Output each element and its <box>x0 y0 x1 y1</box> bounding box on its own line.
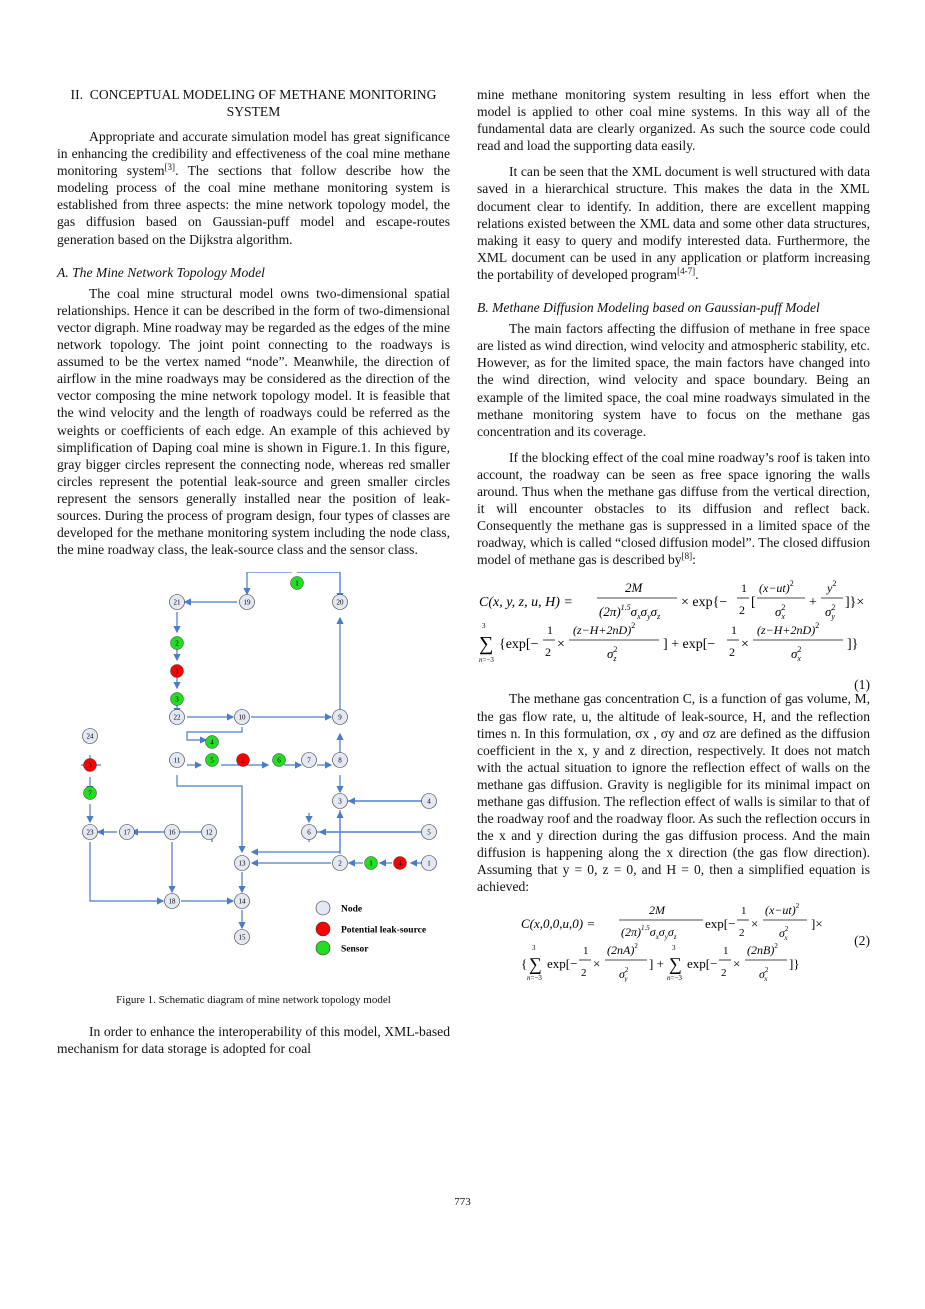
svg-text:2: 2 <box>241 756 245 765</box>
subsection-a-paragraph: The coal mine structural model owns two-dimensional spatial relationships. Hence it can be described in the form of two-dimensional vector digraph. Mine roadway may be regarded as the edges of the mine network topology. The joint point connecting to the roadways is assumed to be the vertex named “node”. Meanwhile, the direction of airflow in the mine roadways may be considered as the direction of the vector composing the mine network topology model. It is feasible that the wind velocity and the length of roadways could be referred as the weights or coefficients of each edge. An example of this achieved by simplification of Daping coal mine is shown in Figure.1. In this figure, gray bigger circles represent the connecting node, whereas red smaller circles represent the potential leak-source and green smaller circles represent the sensors generally installed near the position of leak-sources. During the process of program design, four types of classes are developed for the methane monitoring system including the node class, the mine roadway class, the leak-source class and the sensor class. <box>57 285 450 558</box>
svg-text:3: 3 <box>338 797 342 806</box>
node-16 <box>165 825 180 840</box>
svg-text:4: 4 <box>210 738 214 747</box>
svg-text:∑: ∑ <box>669 953 682 974</box>
svg-text:1: 1 <box>731 623 737 638</box>
svg-text:24: 24 <box>86 732 94 741</box>
sensor-row11-b <box>273 754 286 767</box>
sensor-row2 <box>365 857 378 870</box>
node-10 <box>235 710 250 725</box>
svg-text:6: 6 <box>277 756 281 765</box>
right-column <box>477 86 870 982</box>
leak-left-col <box>84 759 97 772</box>
network-diagram <box>57 572 450 992</box>
node-8 <box>333 753 348 768</box>
node-20 <box>333 595 348 610</box>
sensor-row11-a <box>206 754 219 767</box>
svg-text:21: 21 <box>173 598 181 607</box>
subsection-b-paragraph-1: The main factors affecting the diffusion of methane in free space are listed as wind direction, wind velocity and atmospheric stability, etc. However, as for the limited space, the main factors have changed into the wind direction, wind velocity and space boundary. Being an example of the limited space, the coal mine roadways simulated in the methane monitoring system have to focus on the methane gas concentration and its coverage. <box>477 321 870 439</box>
section-number: II. <box>70 87 83 102</box>
legend <box>316 901 426 955</box>
svg-text:(2π)1.5σxσyσz: $(2\pi)^{1.5}\sigma_x\sigma_y\sigma_z$ <box>599 603 661 622</box>
sensor-top <box>291 577 304 590</box>
edge <box>297 572 340 599</box>
svg-text:19: 19 <box>243 598 251 607</box>
svg-text:×: × <box>593 955 601 971</box>
svg-text:13: 13 <box>238 859 246 868</box>
svg-text:n=−3: n=−3 <box>527 973 542 982</box>
equation-1-number: (1) <box>854 677 870 693</box>
svg-text:3: 3 <box>88 761 92 770</box>
svg-text:2: 2 <box>175 639 179 648</box>
svg-text:11: 11 <box>173 756 181 765</box>
svg-text:10: 10 <box>238 713 246 722</box>
svg-text:2: 2 <box>729 645 735 660</box>
svg-text:6: 6 <box>307 828 311 837</box>
continued-paragraph: mine methane monitoring system resulting in less effort when the model is applied to other coal mine systems. In this way all of the fundamental data are clearly organized. As such the source code could read and load the supporting data easily. <box>477 87 870 154</box>
node-6 <box>302 825 317 840</box>
svg-text:σ2y: $\sigma^2$ y <box>825 603 836 622</box>
svg-text:σ2x: $\sigma^2$ x <box>759 965 769 982</box>
svg-text:n=−3: n=−3 <box>667 973 682 982</box>
svg-text:18: 18 <box>168 897 176 906</box>
svg-text:4: 4 <box>398 859 402 868</box>
svg-text:16: 16 <box>168 828 176 837</box>
section-heading <box>57 86 450 120</box>
equation-1-drawing <box>477 576 870 674</box>
svg-text:∑: ∑ <box>479 633 494 656</box>
svg-text:σ2z: $\sigma^2$ z <box>607 645 618 664</box>
node-18 <box>165 894 180 909</box>
svg-text:(2π)1.5σxσyσz: $(2\pi)^{1.5}\sigma_x\sigma_y\sigma_z$ <box>621 923 677 941</box>
svg-text:1: 1 <box>741 581 747 596</box>
svg-text:exp[−: exp[− <box>687 955 718 971</box>
svg-text:7: 7 <box>88 789 92 798</box>
svg-text:[: [ <box>751 595 756 611</box>
svg-text:5: 5 <box>210 756 214 765</box>
svg-text:3: 3 <box>532 943 536 952</box>
leak-left-upper <box>171 665 184 678</box>
legend-leak: Potential leak-source <box>341 925 427 936</box>
svg-text:2: 2 <box>545 645 551 660</box>
node-17 <box>120 825 135 840</box>
svg-text:C(x,0,0,u,0) =: C(x,0,0,u,0) = <box>521 915 596 931</box>
svg-text:C(x, y, z, u, H) =: C(x, y, z, u, H) = <box>479 595 573 611</box>
svg-text:{: { <box>521 955 528 971</box>
node-22 <box>170 710 185 725</box>
page-number: 773 <box>454 1196 471 1208</box>
figure-caption: Figure 1. Schematic diagram of mine network topology model <box>116 994 391 1007</box>
svg-text:(x−ut)2: $(x-ut)^2$ <box>759 579 794 596</box>
sensor-21-below <box>171 637 184 650</box>
node-13 <box>235 856 250 871</box>
node-21 <box>170 595 185 610</box>
svg-text:2M: 2M <box>649 902 665 917</box>
subsection-b-paragraph-2: If the blocking effect of the coal mine roadway’s roof is taken into account, the roadway can be seen as free space ignoring the walls around. Thus when the methane gas diffuse from the vertical direction, it will encounter obstacles to its diffusion and reflect back. Consequently the methane gas is suppressed in a limited space of the roadway, which is called “closed diffusion model”. The closed diffusion model of methane gas is described by[8]: <box>477 449 870 568</box>
svg-text:1: 1 <box>427 859 431 868</box>
legend-node: Node <box>341 904 363 915</box>
sensor-above-22 <box>171 693 184 706</box>
svg-text:{exp[−: {exp[− <box>499 637 539 653</box>
node-5 <box>422 825 437 840</box>
svg-text:2: 2 <box>739 926 745 939</box>
svg-text:] +: ] + <box>649 955 664 971</box>
svg-text:σ2x: $\sigma^2$ x <box>779 924 789 942</box>
svg-text:2: 2 <box>721 966 727 979</box>
edges <box>81 572 429 928</box>
svg-text:σ2x: $\sigma^2$ x <box>775 603 786 622</box>
svg-text:3: 3 <box>482 622 486 631</box>
node-24 <box>83 729 98 744</box>
svg-text:15: 15 <box>238 933 246 942</box>
svg-text:17: 17 <box>123 828 131 837</box>
svg-text:3: 3 <box>175 695 179 704</box>
svg-text:8: 8 <box>338 756 342 765</box>
svg-text:exp[−: exp[− <box>705 915 736 931</box>
svg-text:×: × <box>741 637 749 653</box>
left-column <box>57 86 450 1058</box>
leak-sources <box>84 665 407 870</box>
svg-text:1: 1 <box>369 859 373 868</box>
node-7 <box>302 753 317 768</box>
svg-text:n=−3: n=−3 <box>479 656 494 665</box>
subsection-b-paragraph-3: The methane gas concentration C, is a function of gas volume, M, the gas flow rate, u, the altitude of leak-source, H, and the reflection times n. In this formulation, σx , σy and σz are defined as the diffusion coefficient in the x, y and z direction, respectively. It does not match with the actual situation to ignore the reflection effect of walls on the methane gas diffusion. Gravity is negligible for its minimal impact on methane gas diffusion. The reflection effect of walls is similar to that of the roadway roof and the roadway floor. As such the reflection occurs in the x and y direction during the gas diffusion process. And the main diffusion is happening along the x direction (the gas flow direction). Assuming that y = 0, z = 0, and H = 0, then a simplified equation is achieved: <box>477 691 870 895</box>
intro-paragraph: Appropriate and accurate simulation model has great significance in enhancing the credibility and effectiveness of the coal mine methane monitoring system[3]. The sections that follow describe how the modeling process of the coal mine methane monitoring system is established from three aspects: the mine network topology model, the gas diffusion based on Gaussian-puff model and escape-routes generation based on the Dijkstra algorithm. <box>57 129 450 247</box>
sensor-below-10 <box>206 736 219 749</box>
svg-text:(x−ut)2: $(x-ut)^2$ <box>765 901 800 917</box>
section-title-line2: SYSTEM <box>226 104 281 119</box>
subsection-a-paragraph-2: In order to enhance the interoperability of this model, XML-based mechanism for data storage is adopted for coal <box>57 1024 450 1057</box>
svg-text:∑: ∑ <box>529 953 542 974</box>
equation-2 <box>477 898 870 982</box>
equation-1 <box>477 576 870 693</box>
svg-text:exp[−: exp[− <box>547 955 578 971</box>
figure-1 <box>57 572 450 992</box>
svg-text:1: 1 <box>583 944 589 957</box>
svg-text:×: × <box>557 637 565 653</box>
svg-text:× exp{−: × exp{− <box>681 595 728 611</box>
node-14 <box>235 894 250 909</box>
node-15 <box>235 930 250 945</box>
svg-text:12: 12 <box>205 828 213 837</box>
svg-text:7: 7 <box>307 756 311 765</box>
svg-text:23: 23 <box>86 828 94 837</box>
svg-text:1: 1 <box>723 944 729 957</box>
node-2 <box>333 856 348 871</box>
svg-text:(z−H+2nD)2: $(z-H+2nD)^2$ <box>757 621 820 638</box>
leak-row11 <box>237 754 250 767</box>
sensor-left-col <box>84 787 97 800</box>
svg-text:20: 20 <box>336 598 344 607</box>
svg-text:5: 5 <box>427 828 431 837</box>
node-19 <box>240 595 255 610</box>
node-23 <box>83 825 98 840</box>
svg-text:σ2y: $\sigma^2$ y <box>619 965 629 982</box>
svg-text:+: + <box>809 595 817 611</box>
svg-text:2M: 2M <box>625 580 643 596</box>
svg-text:2: 2 <box>739 603 745 618</box>
svg-text:9: 9 <box>338 713 342 722</box>
svg-text:×: × <box>751 915 759 931</box>
svg-text:1: 1 <box>295 579 299 588</box>
svg-text:]}: ]} <box>789 955 800 971</box>
subsection-b-title: B. Methane Diffusion Modeling based on Gaussian-puff Model <box>477 300 820 316</box>
svg-text:(2nA)2: $(2nA)^2$ <box>607 941 638 957</box>
node-11 <box>170 753 185 768</box>
svg-text:2: 2 <box>581 966 587 979</box>
svg-text:14: 14 <box>238 897 246 906</box>
svg-text:22: 22 <box>173 713 181 722</box>
node-9 <box>333 710 348 725</box>
svg-text:σ2x: $\sigma^2$ x <box>791 645 802 664</box>
svg-text:3: 3 <box>672 943 676 952</box>
subsection-a-title: A. The Mine Network Topology Model <box>57 264 265 280</box>
svg-text:]}: ]} <box>847 637 859 653</box>
node-4 <box>422 794 437 809</box>
svg-text:] + exp[−: ] + exp[− <box>663 637 716 653</box>
section-title-line1: CONCEPTUAL MODELING OF METHANE MONITORING <box>89 87 437 102</box>
equation-2-number: (2) <box>854 932 870 948</box>
svg-text:]}×: ]}× <box>845 595 865 611</box>
svg-text:1: 1 <box>175 667 179 676</box>
svg-text:]×: ]× <box>811 915 823 931</box>
svg-text:2: 2 <box>338 859 342 868</box>
nodes <box>83 595 437 945</box>
xml-paragraph: It can be seen that the XML document is well structured with data saved in a hierarchical structure. This makes the data in the XML document clear to identify. In addition, there are excellent mapping relations existed between the XML data and some other data structures, making it easy to query and modify interested data. Furthermore, the XML document can be used in any application or platform increasing the portability of developed program[4-7]. <box>477 164 870 282</box>
svg-text:×: × <box>733 955 741 971</box>
svg-text:4: 4 <box>427 797 431 806</box>
node-1 <box>422 856 437 871</box>
svg-text:(z−H+2nD)2: $(z-H+2nD)^2$ <box>573 621 636 638</box>
leak-row2 <box>394 857 407 870</box>
svg-text:1: 1 <box>547 623 553 638</box>
node-12 <box>202 825 217 840</box>
node-3 <box>333 794 348 809</box>
svg-text:1: 1 <box>741 904 747 917</box>
legend-sensor: Sensor <box>341 944 369 955</box>
svg-text:(2nB)2: $(2nB)^2$ <box>747 941 778 957</box>
equation-2-drawing <box>477 898 837 982</box>
svg-text:y2: $y^2$ <box>827 579 837 596</box>
